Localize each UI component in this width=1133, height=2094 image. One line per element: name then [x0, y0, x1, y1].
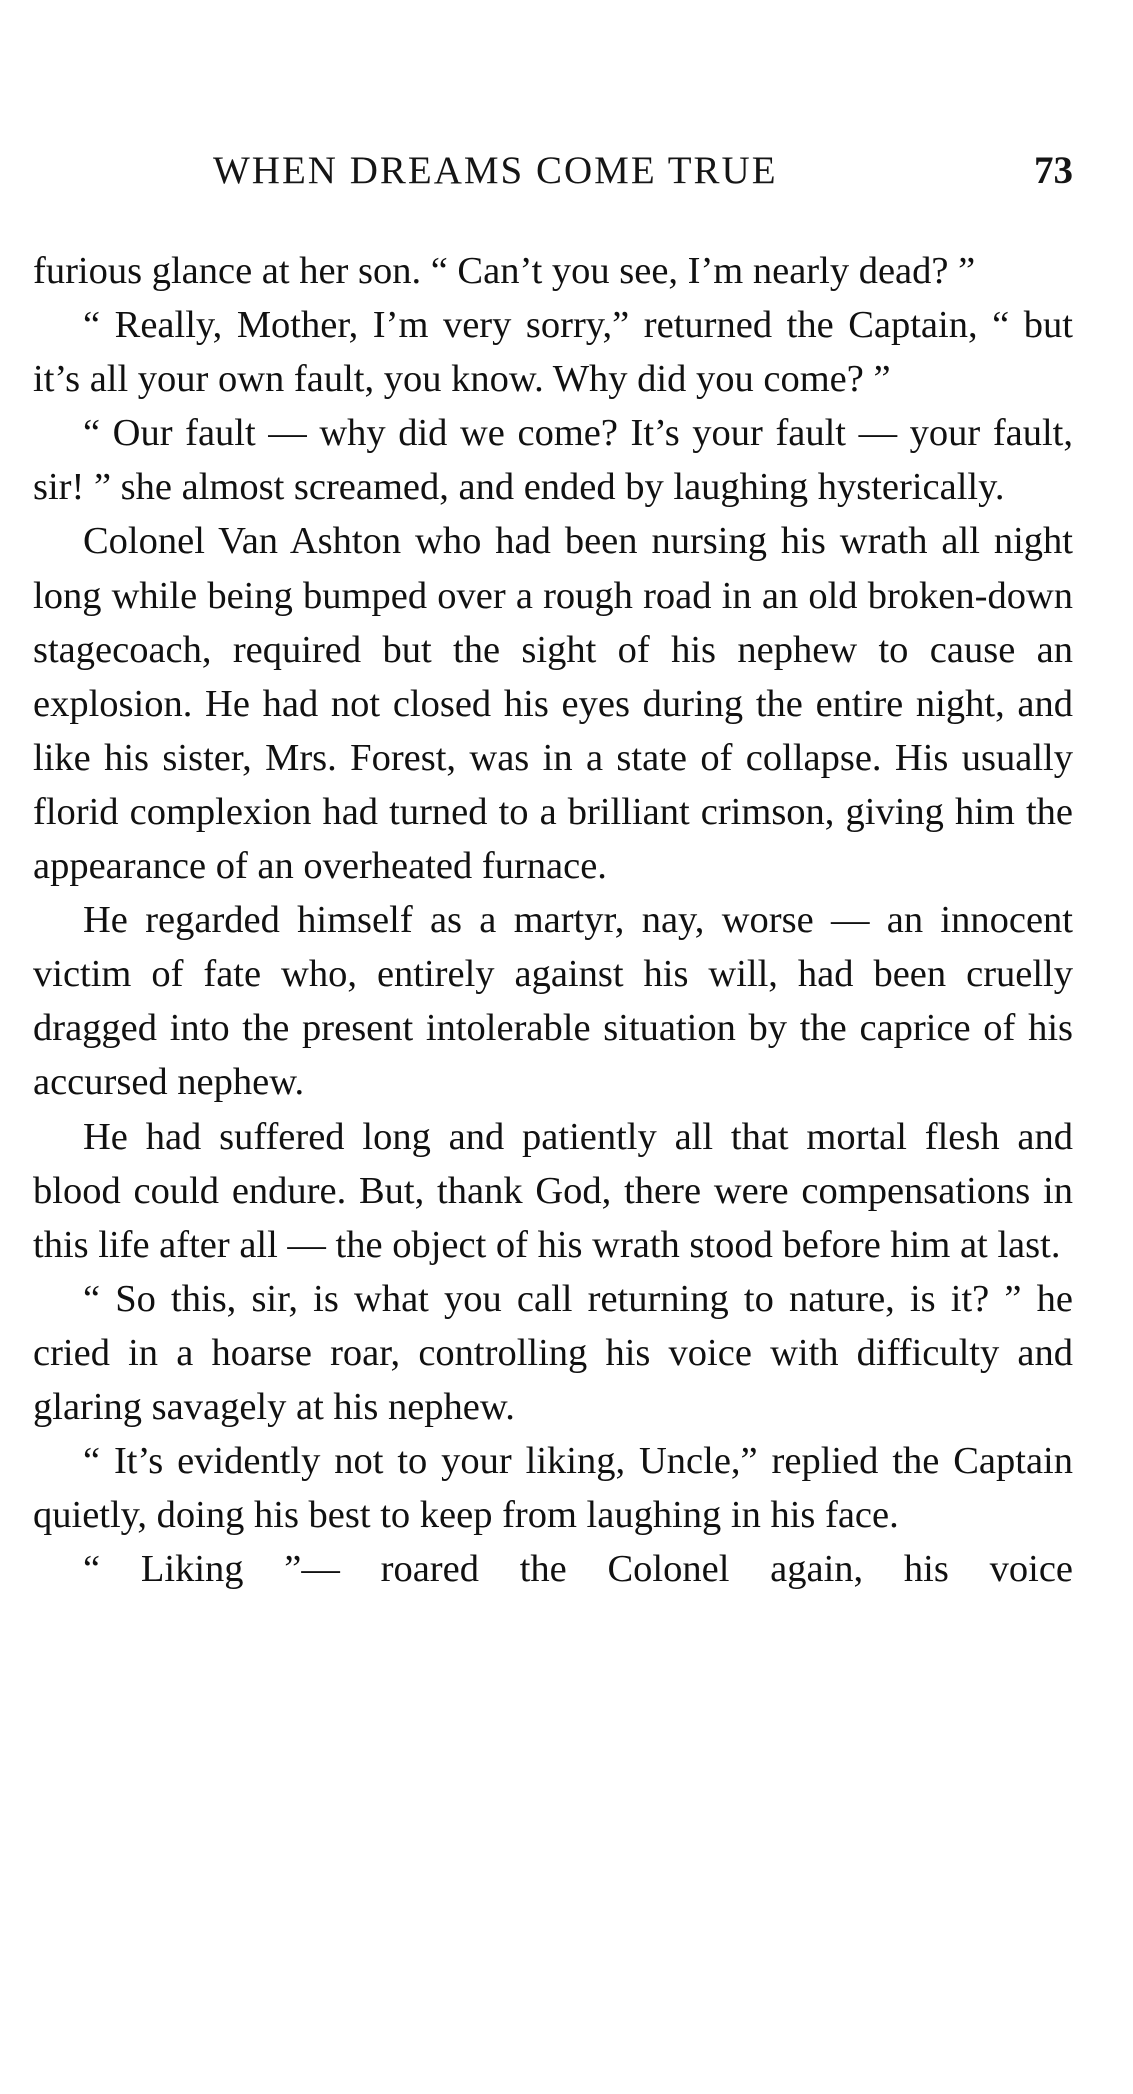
paragraph: “ Really, Mother, I’m very sorry,” returned the Captain, “ but it’s all your own fault, you know. Why did you come? ”	[33, 304, 1073, 401]
paragraph: He had suffered long and patiently all that mortal flesh and blood could endure. But, thank God, there were compensations in this life after all — the object of his wrath stood before him at last.	[33, 1115, 1073, 1266]
paragraph: “ So this, sir, is what you call returning to nature, is it? ” he cried in a hoarse roar, controlling his voice with difficulty and glaring savagely at his nephew.	[33, 1277, 1073, 1428]
paragraph: “ Our fault — why did we come? It’s your fault — your fault, sir! ” she almost screamed, and ended by laughing hysterically.	[33, 412, 1073, 509]
paragraph-continued: furious glance at her son. “ Can’t you see, I’m nearly dead? ”	[33, 250, 976, 292]
paragraph: He regarded himself as a martyr, nay, worse — an innocent victim of fate who, entirely against his will, had been cruelly dragged into the present intolerable situation by the caprice of his accursed nephew.	[33, 899, 1073, 1104]
paragraph-continues: “ Liking ”— roared the Colonel again, his voice	[83, 1548, 1073, 1591]
body-text	[33, 244, 1073, 1596]
page-number: 73	[1034, 149, 1073, 192]
running-title: WHEN DREAMS COME TRUE	[213, 149, 778, 192]
running-head	[213, 148, 1073, 208]
paragraph: Colonel Van Ashton who had been nursing his wrath all night long while being bumped over a rough road in an old broken-down stagecoach, required but the sight of his nephew to cause an explosion. He had not closed his eyes during the entire night, and like his sister, Mrs. Forest, was in a state of collapse. His usually florid complexion had turned to a brilliant crimson, giving him the appearance of an overheated furnace.	[33, 520, 1073, 888]
paragraph: “ It’s evidently not to your liking, Uncle,” replied the Captain quietly, doing his best to keep from laughing in his face.	[33, 1440, 1073, 1537]
